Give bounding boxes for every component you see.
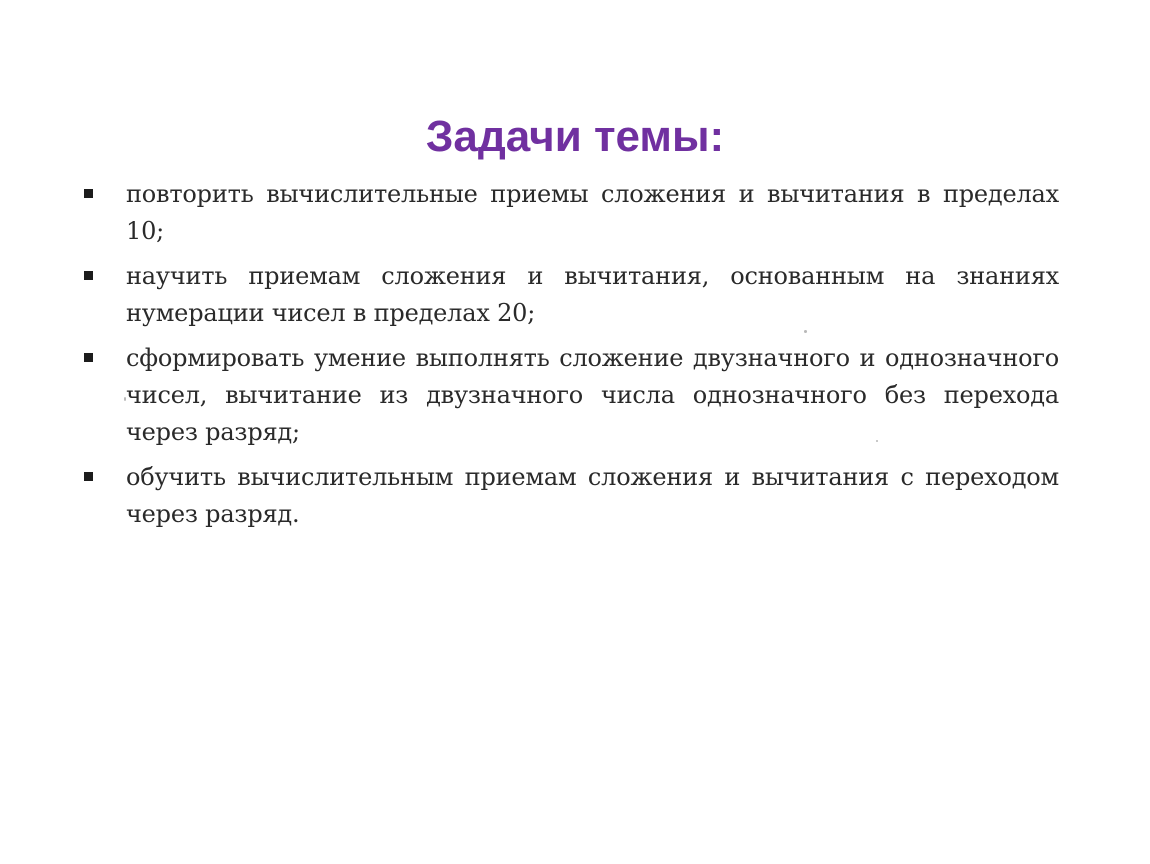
- task-text: научить приемам сложения и вычитания, основанным на знаниях нумерации чисел в пределах 20;: [126, 262, 1059, 327]
- square-bullet-icon: [84, 472, 93, 481]
- task-list: [84, 176, 1059, 541]
- list-item: [84, 258, 1059, 332]
- task-text: сформировать умение выполнять сложение двузначного и однозначного чисел, вычитание из двузначного числа однозначного без перехода через разряд;: [126, 344, 1059, 446]
- square-bullet-icon: [84, 189, 93, 198]
- list-item: [84, 459, 1059, 533]
- slide-title: Задачи темы:: [425, 112, 725, 162]
- square-bullet-icon: [84, 271, 93, 280]
- scan-speck: [804, 330, 807, 333]
- scan-speck: [876, 440, 878, 442]
- scan-speck: [124, 397, 126, 401]
- square-bullet-icon: [84, 353, 93, 362]
- list-item: [84, 176, 1059, 250]
- task-text: повторить вычислительные приемы сложения и вычитания в пределах 10;: [126, 180, 1059, 245]
- task-text: обучить вычислительным приемам сложения и вычитания с переходом через разряд.: [126, 463, 1059, 528]
- list-item: [84, 340, 1059, 451]
